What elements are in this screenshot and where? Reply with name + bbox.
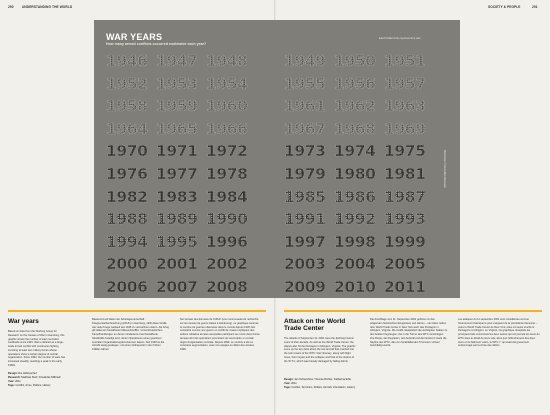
year-label: 1957 (384, 74, 426, 93)
year-label: 1956 (334, 74, 376, 93)
year-label: 1962 (334, 97, 376, 116)
year-label: 1992 (334, 210, 376, 229)
tags-value: Conflict, Arms, Politics, History (15, 383, 51, 387)
wtc-design-value: Jan Schwochow, Thomas Richter, Katharina Erfle (294, 378, 352, 381)
year-label: 1973 (284, 142, 326, 161)
year-label: 1969 (384, 119, 426, 138)
year-label: 2005 (384, 255, 426, 274)
year-label: 1994 (106, 232, 148, 251)
year-label: 1974 (334, 142, 376, 161)
wtc-tags-value: Conflict, Terrorism, Politics, Aircraft, Orientation, History (291, 385, 356, 389)
year-label: 1996 (206, 232, 248, 251)
wtc-english: The attacks of September 11, 2001 were the defining historic event of their decade. As well as the World Trade Center, the planes also hit the Pentagon in Arlington, Virginia. The graphic sums up the key facts about the two aircraft that crashed into the twin towers of the WTC: their itinerary, along with flight times, their impact and the collapse and final of the skyline of the W.T.C, which was heavily damaged by falling debris. (284, 337, 356, 363)
year-value: 2011 (15, 379, 21, 383)
running-head-left: UNDERSTANDING THE WORLD (22, 5, 73, 9)
year-label: 1975 (384, 142, 426, 161)
year-label: 2000 (106, 255, 148, 274)
year-label: 1963 (384, 97, 426, 116)
year-label: 2011 (384, 278, 426, 296)
year-label: Year: (8, 379, 15, 383)
wtc-title: Attack on the World Trade Center (284, 318, 346, 333)
running-head-right: SOCIETY & PEOPLE (488, 5, 521, 9)
wtc-year-label: Year: (284, 381, 291, 385)
year-label: 1964 (106, 119, 148, 138)
year-label: 1959 (156, 97, 198, 116)
year-label: 1988 (106, 210, 148, 229)
wtc-tags-label: Tags: (284, 385, 291, 389)
year-label: 1947 (156, 52, 198, 70)
year-label: 2007 (156, 278, 198, 296)
accent-rule-left (8, 310, 266, 312)
year-label: 1990 (206, 210, 248, 229)
year-label: 1948 (206, 52, 248, 70)
year-label: 1999 (384, 232, 426, 251)
year-label: 1967 (284, 119, 326, 138)
infographic-note: Each bullet hole represents a war (379, 36, 421, 40)
year-label: 1998 (334, 232, 376, 251)
year-label: 1960 (206, 97, 248, 116)
year-label: 1997 (284, 232, 326, 251)
year-label: 1971 (156, 142, 198, 161)
war-years-german: Basierend auf Daten der Arbeitsgemeinschaft Kriegsursachenforschung (AKUF) in Hamburg, zählt diese Grafik, wie viele Kriege weltweit seit 1945 zu verzeichnen waren. Als Krieg gilt dabei ein bewaffneter Massenkonflikt, mit kontinuierlichen Kampfhandlungen an denen mindestens zwei bewaffnete Streitkräfte beteiligt sind, deren Operationen einen gewissen zentralen Organisationsgrad erkennen lassen. Seit 1993 ist die Anzahl stetig gestiegen, mit einem Höhepunkt in den frühen 1990er-Jahren. (92, 318, 169, 351)
year-label: 1955 (284, 74, 326, 93)
year-grid (94, 20, 460, 298)
year-label: 1951 (384, 52, 426, 70)
year-label: 1991 (284, 210, 326, 229)
year-label: 1958 (106, 97, 148, 116)
year-label: 1949 (284, 52, 326, 70)
war-years-english: Based on data from the Working Group for Research on the Causes of War in Hamburg, this graphic shows the number of wars recorded worldwide since 1945. War is defined as a large-scale armed conflict with continuous fighting involving at least two military forces whose operations show a certain degree of central organization. Since 1993, the number of wars has increased steadily, reaching a peak in the early 1990s. (8, 330, 66, 367)
year-label: 2001 (156, 255, 198, 274)
page-number-left: 290 (8, 5, 14, 9)
year-label: 1976 (106, 165, 148, 183)
war-years-infographic (94, 20, 460, 298)
year-label: 2006 (106, 278, 148, 296)
year-label: 2004 (334, 255, 376, 274)
year-label: 1981 (384, 165, 426, 183)
year-label: 1987 (384, 187, 426, 206)
design-value: Die Hobbyschef (18, 372, 37, 375)
research-label: Research: (8, 375, 21, 379)
year-label: 1985 (284, 187, 326, 206)
year-label: 1953 (156, 74, 198, 93)
infographic-side-credit: Illustration © Anuschka Wesseler (443, 150, 446, 188)
wtc-french: Les attaques du 11 septembre 2001 sont considérées comme l'événement historique le plus marquant de la précédente décennie – outre le World Trade Center de New York, elles ont aussi touché le Pentagone à Arlington, en Virginie. Ce graphique récapitule les principaux faits concernant les deux avions qui ont percuté les tours du WTC dans le détail de leurs vols, ainsi que l'effondrement des deux tours et du bâtiment voisin, le WTC 7, qui avait été gravement endommagé par la chute des débris. (458, 318, 540, 348)
infographic-title: WAR YEARS (106, 32, 163, 42)
war-years-title: War years (8, 318, 39, 325)
accent-rule-right (284, 310, 542, 312)
year-label: 1993 (384, 210, 426, 229)
year-label: 1989 (156, 210, 198, 229)
year-label: 1952 (106, 74, 148, 93)
year-label: 2009 (284, 278, 326, 296)
year-label: 2008 (206, 278, 248, 296)
year-label: 1968 (334, 119, 376, 138)
war-years-french: Sur la base des données de l'AKUF (une communauté de recherche sur les causes de guerre basée à Hambourg), ce graphique recense le nombre de guerres observées dans le monde depuis 1945. Est considéré comme une guerre un conflit de masse impliquant des actions militaires armées auxquelles participent au moins deux forces armées dont les opérations permettent de reconnaître un certain degré d'organisation centrale. Depuis 1993, ce nombre a été en constante augmentation, avec une apogée au début des années 1990. (180, 318, 260, 351)
wtc-year-value: 2011 (291, 381, 297, 385)
year-label: 1972 (206, 142, 248, 161)
year-label: 1980 (334, 165, 376, 183)
year-label: 1982 (106, 187, 148, 206)
year-label: 1961 (284, 97, 326, 116)
design-label: Design: (8, 372, 18, 375)
wtc-design-label: Design: (284, 378, 294, 381)
research-value: Matthias Stolz, Friederike Milbradt (21, 375, 61, 379)
year-label: 2002 (206, 255, 248, 274)
year-label: 1970 (106, 142, 148, 161)
year-label: 2003 (284, 255, 326, 274)
page-number-right: 291 (532, 5, 538, 9)
year-label: 1966 (206, 119, 248, 138)
infographic-subtitle: How many armed conflicts occurred worldwide each year? (106, 42, 207, 46)
year-label: 1954 (206, 74, 248, 93)
year-label: 1983 (156, 187, 198, 206)
year-label: 1984 (206, 187, 248, 206)
year-label: 1979 (284, 165, 326, 183)
year-label: 1946 (106, 52, 148, 70)
war-years-credits (8, 372, 70, 388)
year-label: 1995 (156, 232, 198, 251)
year-label: 1986 (334, 187, 376, 206)
year-label: 1978 (206, 165, 248, 183)
year-label: 1977 (156, 165, 198, 183)
year-label: 1965 (156, 119, 198, 138)
wtc-credits (284, 378, 358, 390)
year-label: 2010 (334, 278, 376, 296)
wtc-german: Die Anschläge vom 11. September 2001 gehören zu den prägenden historischen Ereignissen seit Jahren – sie trafen neben dem World Trade Center in New York auch das Pentagon in Arlington, Virginia. Die Grafik rekapituliert die wichtigsten Fakten zu den beiden Flugzeugen, die in die Türme des WTC einschlugen: ihre Route, die Flugzeiten, den Aufprall und den Einsturz sowie die Skyline des WTC, das von herabfallenden Trümmern schwer beschädigt wurde. (370, 318, 448, 348)
tags-label: Tags: (8, 383, 15, 387)
year-label: 1950 (334, 52, 376, 70)
